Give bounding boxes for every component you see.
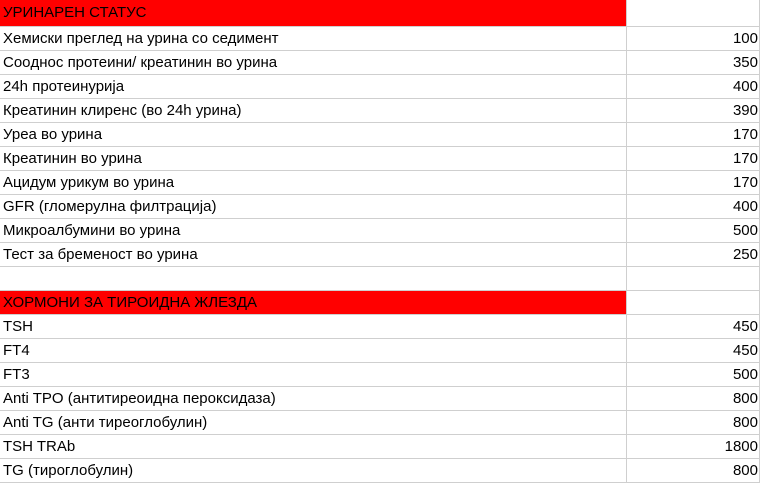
test-name-cell[interactable]: Anti TPO (антитиреоидна пероксидаза) [0,387,626,411]
table-row [0,387,760,411]
price-cell[interactable]: 450 [626,315,759,339]
table-row [0,315,760,339]
table-row [0,195,760,219]
price-cell[interactable]: 100 [626,27,759,51]
table-row [0,339,760,363]
table-row [0,171,760,195]
table-row [0,75,760,99]
price-cell[interactable]: 390 [626,99,759,123]
section-header-thyroid-hormones [0,291,760,315]
test-name-cell[interactable]: Креатинин клиренс (во 24h урина) [0,99,626,123]
price-cell[interactable]: 350 [626,51,759,75]
table-row [0,27,760,51]
empty-cell[interactable] [626,291,759,315]
table-row [0,459,760,483]
test-name-cell[interactable]: FT4 [0,339,626,363]
table-row [0,99,760,123]
price-cell[interactable]: 170 [626,147,759,171]
price-cell[interactable]: 500 [626,363,759,387]
test-name-cell[interactable]: Anti TG (анти тиреоглобулин) [0,411,626,435]
test-name-cell[interactable]: Хемиски преглед на урина со седимент [0,27,626,51]
test-name-cell[interactable]: Уреа во урина [0,123,626,147]
test-name-cell[interactable]: Ацидум урикум во урина [0,171,626,195]
price-cell[interactable]: 250 [626,243,759,267]
table-row [0,243,760,267]
price-cell[interactable]: 450 [626,339,759,363]
test-name-cell[interactable]: TSH [0,315,626,339]
price-cell[interactable]: 170 [626,171,759,195]
test-name-cell[interactable]: FT3 [0,363,626,387]
table-row [0,147,760,171]
price-cell[interactable]: 400 [626,75,759,99]
table-row [0,123,760,147]
test-name-cell[interactable]: TSH TRAb [0,435,626,459]
empty-cell[interactable] [626,0,759,27]
table-row [0,411,760,435]
test-name-cell[interactable]: Креатинин во урина [0,147,626,171]
section-title[interactable]: УРИНАРЕН СТАТУС [0,0,626,27]
section-header-urinary-status [0,0,760,27]
test-name-cell[interactable]: Тест за бременост во урина [0,243,626,267]
empty-cell[interactable] [0,267,626,291]
table-row [0,363,760,387]
empty-row [0,267,760,291]
price-cell[interactable]: 1800 [626,435,759,459]
price-cell[interactable]: 170 [626,123,759,147]
price-cell[interactable]: 800 [626,459,759,483]
section-title[interactable]: ХОРМОНИ ЗА ТИРОИДНА ЖЛЕЗДА [0,291,626,315]
table-row [0,435,760,459]
price-cell[interactable]: 400 [626,195,759,219]
table-row [0,219,760,243]
test-name-cell[interactable]: Соoднос протеини/ креатинин во урина [0,51,626,75]
test-name-cell[interactable]: TG (тироглобулин) [0,459,626,483]
price-cell[interactable]: 800 [626,387,759,411]
test-name-cell[interactable]: 24h протеинурија [0,75,626,99]
test-name-cell[interactable]: Микроалбумини во урина [0,219,626,243]
price-cell[interactable]: 500 [626,219,759,243]
empty-cell[interactable] [626,267,759,291]
table-row [0,51,760,75]
price-cell[interactable]: 800 [626,411,759,435]
test-name-cell[interactable]: GFR (гломерулна филтрација) [0,195,626,219]
